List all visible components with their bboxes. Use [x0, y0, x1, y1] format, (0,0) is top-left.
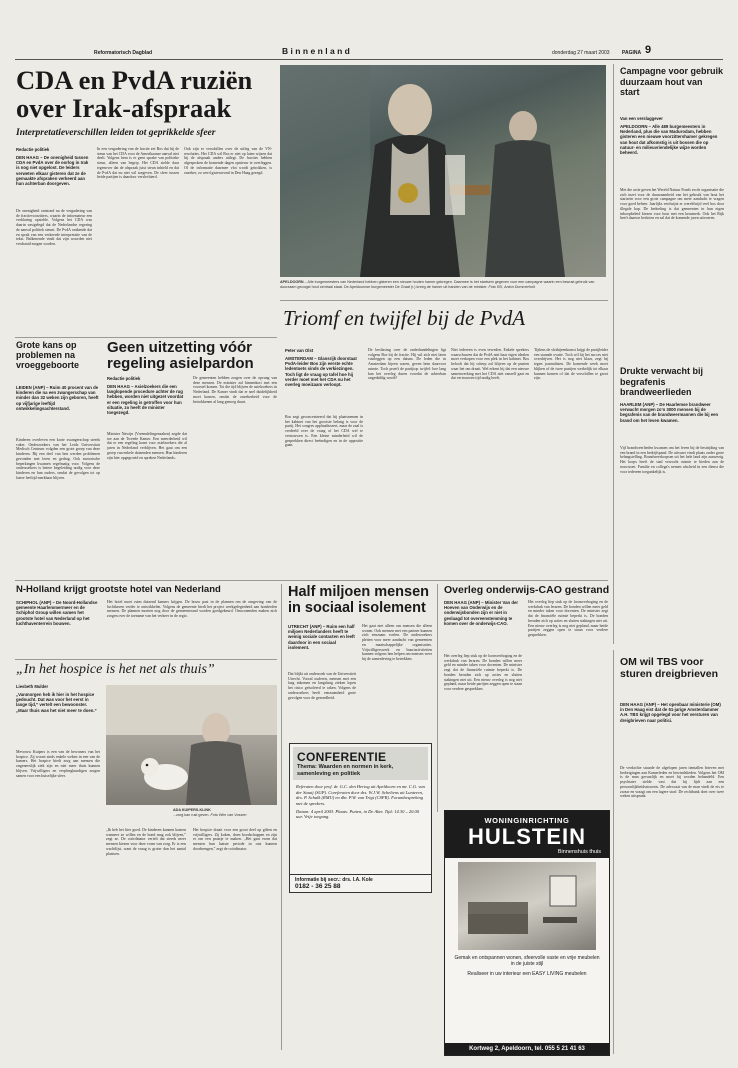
campagne-headline: Campagne voor gebruik duurzaam hout van start	[620, 66, 724, 97]
main-photo-credit: Foto RD, Anton Dommerholt	[488, 284, 535, 289]
col-rule-mid	[281, 584, 282, 1050]
triomf-top-rule	[280, 300, 608, 301]
brand-headline: Drukte verwacht bij begrafenis brandweerlieden	[620, 366, 704, 397]
hospice-body-col2: „Ik heb het hier goed. De kinderen kunnen komen wanneer ze willen en de hond mag ook blijven,” zegt ze. De coördinator vertelt dat steeds meer mensen kiezen voor deze vorm van zorg. Er is een wachtlijst, want de vraag is groter dan het aantal plaatsen.	[106, 828, 186, 856]
hulstein-line1: Gemak en ontspannen wonen, sfeervolle vaste en vrije meubelen in de juiste stijl	[454, 955, 600, 968]
hospice-intro: „Vanmorgen heb ik hier in het hospice gedoucht. Dat was voor het eerst in lange tijd,” vertelt een bewoonster. „Maar thuis was het niet meer te doen.”	[16, 692, 97, 713]
conferentie-phone: 0182 - 36 25 88	[295, 882, 341, 890]
triomf-body-col2: De beslissing over de onderhandelingen ligt volgens Bos bij de fractie. Hij wil zich niet laten vastleggen op een datum. De leden die in Amsterdam bijeen waren, geven hem daarvoor ruimte. Toch proeft de partijtop twijfel: hoe lang kan het overleg duren voordat de achterban ongeduldig wordt?	[368, 348, 446, 381]
conferentie-header	[293, 747, 428, 780]
lead-subhead: Interpretatieverschillen leiden tot geprikkelde sfeer	[16, 128, 216, 138]
isolement-intro: UTRECHT (ANP) – Ruim een half miljoen Nederlanders heeft te weinig sociale contacten en leeft daardoor in een sociaal isolement.	[288, 624, 355, 650]
hulstein-room-photo	[458, 862, 596, 950]
tbs-intro: DEN HAAG (ANP) – Het openbaar ministerie (OM) in Den Haag eist dat de 51-jarige Amsterdammer A.H. TBS krijgt opgelegd voor het versturen van dreigbrieven naar politici.	[620, 702, 721, 723]
hospice-caption-text: ...zorg kan rust geven.	[173, 812, 210, 817]
hospice-photo-caption	[173, 808, 277, 817]
campagne-intro: APELDOORN – Alle 489 burgemeesters in Nederland, plus die van Madurodam, hebben gisteren een nieuwe voorzittershamer gekregen van hout dat afkomstig is uit bossen die op natuur- en milieuvriendelijke wijze worden beheerd.	[620, 124, 718, 156]
hospice-photo	[106, 685, 277, 805]
conferentie-info-label: Informatie bij secr.: drs. I.A. Kole	[295, 877, 373, 883]
triomf-body-col4: Tijdens de slotbijeenkomst krijgt de partijleider een staande ovatie. Toch wil hij het succes niet overdrijven. Het is nog niet klaar, zegt hij tegen journalisten. De komende week moet blijken of de twee partijen werkelijk tot elkaar kunnen komen of dat de verschillen te groot zijn.	[534, 348, 608, 381]
main-photo-caption-lead: APELDOORN	[280, 280, 304, 284]
asiel-body-col1: Minister Nawijn (Vreemdelingenzaken) zegde dat toe aan de Tweede Kamer. Een meerderheid wil dat er een regeling komt voor asielzoekers die al jaren in Nederland verblijven. Het gaat om een groep van enkele duizenden mensen. Hun kinderen zijn hier opgegroeid en spreken Nederlands.	[107, 432, 187, 460]
mid-rule	[15, 580, 608, 581]
lead-body-col2: In een vergadering van de fractie zei Bos dat hij de steun van het CDA voor de Amerikaanse aanval niet deelt. Volgens hem is er geen sprake van politieke steun, alleen van begrip. Het CDA stelde daar tegenover dat de afspraak juist steun inhield en dat de PvdA dat nu niet wil toegeven. De sfeer tussen beide partijen is daardoor verslechterd.	[97, 147, 179, 180]
hospice-body-col3: Het hospice draait voor een groot deel op giften en vrijwilligers. Zij koken, doen boodschappen en zijn er om een praatje te maken. „Het gaat erom dat mensen hun laatste periode in rust kunnen doorbrengen,” zegt de coördinator.	[193, 828, 277, 851]
triomf-body-col1: Bos zegt geconcentreerd dat hij plaatsnemen in het kabinet van het grootste belang is voor de partij. Het congres applaudisseert, maar de zaal is verdeeld over de vraag of het CDA wel te vertrouwen is. Een kleine minderheid wil de gesprekken direct beëindigen en in de oppositie gaan.	[285, 415, 363, 448]
conferentie-ad	[289, 743, 432, 893]
conferentie-theme: Thema: Waarden en normen in kerk, samenleving en politiek	[297, 764, 394, 777]
issue-date: donderdag 27 maart 2003	[552, 50, 610, 56]
hulstein-line2: Realiseer in uw interieur een EASY LIVING meubelen	[467, 971, 587, 978]
isolement-headline: Half miljoen mensen in sociaal isolement	[288, 584, 430, 616]
col-rule-onderwijs	[437, 584, 438, 812]
mayor-hammer-illustration	[280, 65, 606, 277]
main-photo-caption-text: – Alle burgemeesters van Nederland hebben gisteren een nieuwe houten hamer gekregen. Daarmee is het startsein gegeven voor een campagne waarin een bewust gebruik van duurzaam geoogst hout centraal staat. De Apeldoornse burgemeester De Graaf (r.) kreeg de hamer uit handen van de minister.	[280, 280, 595, 289]
hotel-body: Het hotel moet ruim duizend kamers krijgen. De bouw past in de plannen om de omgeving van de luchthaven verder te ontwikkelen. Volgens de gemeente biedt het project werkgelegenheid aan honderden mensen. De plannen moeten nog door de gemeenteraad worden goedgekeurd. Omwonenden maken zich zorgen over de toename van het verkeer in de regio.	[107, 600, 277, 619]
brand-intro: HAARLEM (ANP) – De Haarlemse brandweer verwacht morgen zo'n 3000 mensen bij de begrafenis van de brandweermannen die bij een brand om het leven kwamen.	[620, 402, 719, 423]
hulstein-banner-text: WONINGINRICHTING	[484, 816, 570, 825]
right-col-rule-bottom	[613, 650, 614, 1054]
onderwijs-body-col2: Het overleg liep stuk op de loonsverhoging en de werkdruk van leraren. De bonden willen meer geld en minder taken voor docenten. De minister zegt dat de financiële ruimte beperkt is. De bonden beraden zich op acties en sluiten stakingen niet uit. Een nieuw overleg is nog niet gepland, maar beide partijen zeggen open te staan voor verdere gesprekken.	[528, 600, 608, 637]
furniture-room-illustration	[458, 862, 596, 950]
onderwijs-body-col1: Het overleg liep stuk op de loonsverhoging en de werkdruk van leraren. De bonden willen meer geld en minder taken voor docenten. De minister zegt dat de financiële ruimte beperkt is. De bonden beraden zich op acties en sluiten stakingen niet uit. Een nieuw overleg is nog niet gepland, maar beide partijen zeggen open te staan voor verdere gesprekken.	[444, 654, 522, 691]
hospice-byline: Liesbeth Mulder	[16, 684, 49, 689]
asiel-headline: Geen uitzetting vóór regeling asielpardon	[107, 339, 254, 372]
tbs-headline: OM wil TBS voor sturen dreigbrieven	[620, 656, 719, 680]
header-rule	[15, 59, 723, 60]
asiel-byline: Redactie politiek	[107, 376, 141, 381]
lead-body-col3: Ook zijn er verschillen over de uitleg van de VN-resoluties. Het CDA wil Bos er niet op laten wijzen dat hij de afspraak anders uitlegt. De fracties hebben afgesproken de komende dagen opnieuw te overleggen. Of de informatie daarmee vlot wordt getrokken, is onzeker, zo werd gisteravond in Den Haag gezegd.	[184, 147, 272, 175]
brand-body: Vijf brandweerlieden kwamen om het leven bij de bestrijding van een brand in een bedrijfspand. De uitvaart vindt plaats onder grote belangstelling. Brandweerkorpsen uit het hele land zijn aanwezig. Het korps heeft de stad verzocht ruimte te bieden aan de rouwstoet. Familie en collega's nemen afscheid in een dienst die voor iedereen toegankelijk is.	[620, 446, 724, 474]
main-photo	[280, 65, 606, 277]
lead-byline: Redactie politiek	[16, 147, 50, 152]
triomf-intro: AMSTERDAM – Glansrijk doorstaat PvdA-leider Bos zijn eerste echte ledentoets sinds de verkiezingen. Toch ligt de vraag op tafel hoe hij verder moet met het CDA nu het overleg moeizaam verloopt.	[285, 356, 357, 388]
asiel-intro: DEN HAAG – Asielzoekers die een langlopende procedure achter de rug hebben, worden niet uitgezet voordat er een regeling is getroffen voor hun situatie, zo heeft de minister toegezegd.	[107, 384, 184, 416]
triomf-body-col3: Niet iedereen is even tevreden. Enkele sprekers waarschuwen dat de PvdA niet haar eigen idealen moet verkopen voor een plek in het kabinet. Bos belooft dat hij scherp zal blijven op de punten waar het om draait. Wel erkent hij dat een nieuwe samenwerking met het CDA niet vanzelf gaat en dat vertrouwen tijd nodig heeft.	[451, 348, 529, 381]
conferentie-info	[290, 874, 431, 892]
lead-bottom-rule	[15, 337, 277, 338]
hospice-body-col1: Mevrouw Kuipers is een van de bewoners van het hospice. Zij woont sinds enkele weken in een van de kamers. Het hospice biedt zorg aan mensen die ongeneeslijk ziek zijn en niet meer thuis kunnen blijven. Vrijwilligers en verpleegkundigen zorgen samen voor een huiselijke sfeer.	[16, 750, 100, 778]
kans-headline: Grote kans op problemen na vroeggeboorte	[16, 340, 80, 370]
hulstein-address: Kortweg 2, Apeldoorn, tel. 055 5 21 41 63	[445, 1043, 609, 1055]
hospice-top-rule	[15, 659, 277, 660]
hospice-headline: „In het hospice is het net als thuis”	[16, 662, 215, 677]
hulstein-ad	[444, 810, 610, 1056]
asiel-body-col2: De gemeenten hebben zorgen over de opvang van deze mensen. De minister zal binnenkort met een voorstel komen. Tot die tijd blijven de asielzoekers in Nederland. De Kamer vindt dat er snel duidelijkheid moet komen, omdat de onzekerheid voor de betrokkenen al lang genoeg duurt.	[193, 376, 277, 404]
conferentie-speakers: Referaten door prof. dr. G.C. den Hertog uit Apeldoorn en mr. C.G. van der Staaij (SGP). Coreferaten door drs. W.J.W. Scheltens uit Lunteren, drs. P. Schalk (RMU) en dhr. P.W. van Trigt (CSFR). Forumbespreking met de sprekers.	[296, 784, 425, 806]
page-label: PAGINA	[622, 50, 642, 56]
hotel-headline: N-Holland krijgt grootste hotel van Nederland	[16, 584, 221, 595]
onderwijs-headline: Overleg onderwijs-CAO gestrand	[444, 584, 610, 596]
campagne-body: Met die actie geven het Wereld Natuur Fonds en de organisatie die zich inzet voor de duurzaamheid van het gebruik van hout het startsein voor een grote campagne om meer aandacht te vragen voor goed beheer. Jaarlijks verdwijnt er wereldwijd veel bos door illegale kap. De bedoeling is dat gemeenten in hun eigen inkoopbeleid kiezen voor hout met een keurmerk. Ook het Rijk heeft daartoe besloten en zal dat de komende jaren uitvoeren.	[620, 188, 724, 221]
hotel-intro: SCHIPHOL (ANP) – De Noord-Hollandse gemeente Haarlemmermeer en de Schiphol Group willen samen het grootste hotel van Nederland op het luchthaventerrein bouwen.	[16, 600, 98, 626]
triomf-headline: Triomf en twijfel bij de PvdA	[283, 306, 526, 330]
right-col-rule	[613, 64, 614, 644]
conferentie-when: Datum: 4 april 2003. Plaats: Putten, in De Aker. Tijd: 14.30 – 20.00 uur. Vrije toegang.	[296, 808, 420, 820]
paper-name: Reformatorisch Dagblad	[94, 50, 153, 56]
hospice-photo-credit: Foto Wim van Vossen	[210, 812, 247, 817]
woman-with-dog-illustration	[106, 685, 277, 805]
isolement-body-col1: Dat blijkt uit onderzoek van de Universiteit Utrecht. Vooral ouderen, mensen met een laag inkomen en langdurig zieken lopen het risico geïsoleerd te raken. Volgens de onderzoekers heeft eenzaamheid grote gevolgen voor de gezondheid.	[288, 672, 356, 700]
kans-intro: LEIDEN (ANP) – Ruim 40 procent van de kinderen die na een zwangerschap van minder dan 32 weken zijn geboren, heeft op vijfjarige leeftijd ontwikkelingsachterstand.	[16, 385, 99, 411]
page-number: 9	[645, 44, 652, 56]
lead-body-col1: De onenigheid ontstond na de vergadering van de fractievoorzitters, waarin de informateur een verklaring opstelde. Volgens het CDA was daarin vastgelegd dat de Nederlandse regering de aanval politiek steunt. De PvdA ontkende dat en sprak van een verkeerde interpretatie van de tekst. Balkenende vindt dat zijn woorden niet verdraaid mogen worden.	[16, 209, 92, 246]
lead-headline: CDA en PvdA ruziën over Irak-afspraak	[16, 65, 253, 123]
campagne-byline: Van een verslaggever	[620, 116, 663, 121]
hospice-caption-lead: ADA KUIPERS-KLINK	[173, 808, 211, 812]
lead-intro: DEN HAAG – De onenigheid tussen CDA en PvdA over de oorlog in Irak is nog niet opgelost. De leiders verweten elkaar gisteren dat ze de gemaakte afspraken verkeerd aan hun achterban doorgeven.	[16, 155, 89, 187]
conferentie-title: CONFERENTIE	[297, 750, 387, 764]
triomf-byline: Peter van Olst	[285, 348, 314, 353]
onderwijs-intro: DEN HAAG (ANP) – Minister Van der Hoeven van Onderwijs en de onderwijsbonden zijn er niet in geslaagd tot overeenstemming te komen over de onderwijs-CAO.	[444, 600, 519, 626]
kans-body: Kinderen overleven een korte zwangerschap steeds vaker. Onderzoekers van het Leids Universitair Medisch Centrum volgden een grote groep van deze kinderen. Bij een deel van hen werden problemen gevonden met leren en gedrag. Ook motorische beperkingen kwamen regelmatig voor. Volgens de onderzoekers is betere begeleiding nodig voor deze kinderen en hun ouders, omdat de gevolgen tot op latere leeftijd merkbaar blijven.	[16, 438, 100, 480]
hulstein-name: HULSTEIN	[468, 824, 586, 849]
isolement-body-col2: Het gaat niet alleen om mensen die alleen wonen. Ook mensen met een partner kunnen zich eenzaam voelen. De onderzoekers pleiten voor meer aandacht van gemeenten en maatschappelijke organisaties. Vrijwilligerswerk en buurtactiviteiten kunnen volgens hen helpen om mensen weer bij de samenleving te betrekken.	[362, 624, 432, 661]
hulstein-tagline: Binnenshuis thuis	[557, 849, 601, 855]
main-photo-caption	[280, 280, 606, 289]
hulstein-banner	[445, 811, 609, 858]
tbs-body: De verdachte stuurde de afgelopen jaren tientallen brieven met bedreigingen aan Kamerleden en bewindslieden. Volgens het OM is de man gevaarlijk en moet hij worden behandeld. Een psychiater stelde vast dat hij lijdt aan een persoonlijkheidsstoornis. De advocaat van de man vindt de eis te zwaar en vraagt om een lagere straf. De rechtbank doet over twee weken uitspraak.	[620, 766, 724, 799]
section-title: Binnenland	[282, 46, 353, 56]
